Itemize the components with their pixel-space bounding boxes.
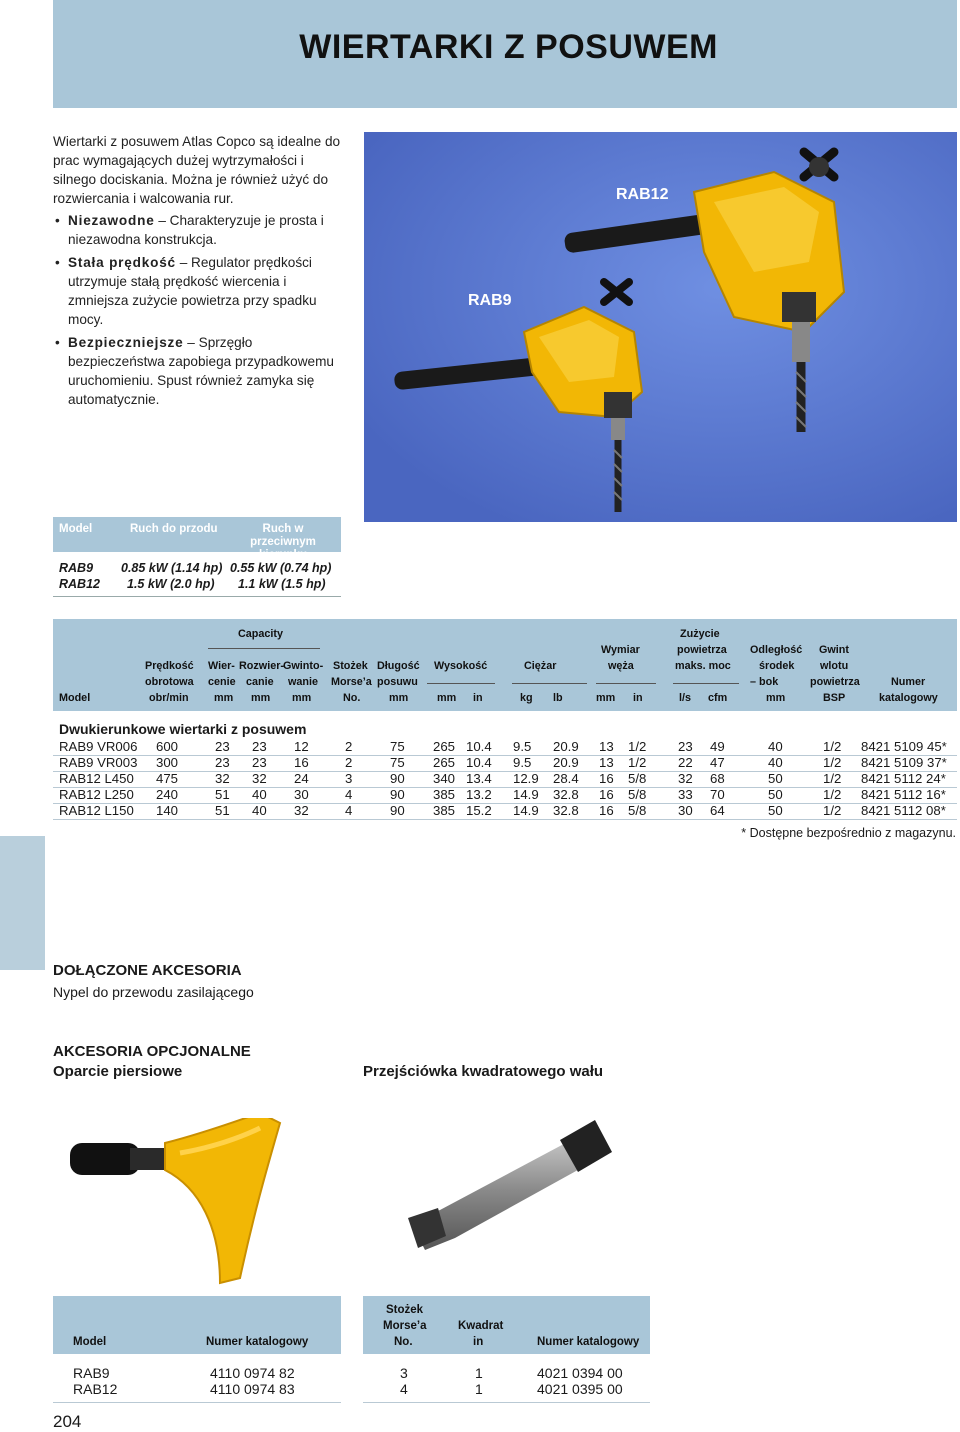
spec-cell: 1/2 [628,739,647,754]
spec-cell: 13.2 [466,787,492,802]
hdr-numer: Numer [891,676,926,688]
spec-cell: 47 [710,755,725,770]
acc-left-model: RAB9 [73,1365,110,1381]
spec-cell: 385 [433,803,456,818]
hdr-canie: canie [246,676,274,688]
hdr-ciezar: Ciężar [524,660,557,672]
hdr-rozwier: Rozwier- [239,660,284,672]
hdr-no: No. [343,692,361,704]
spec-cell: 16 [599,787,614,802]
spec-cell: 75 [390,739,405,754]
spec-cell: 13 [599,739,614,754]
spec-cell: 600 [156,739,179,754]
acc-left-numer: 4110 0974 83 [210,1381,295,1397]
page-number: 204 [53,1412,82,1431]
hdr-ls: l/s [679,692,692,704]
hdr-wymiar: Wymiar [601,644,640,656]
power-reverse: 1.1 kW (1.5 hp) [238,577,326,591]
power-model: RAB9 [59,561,94,575]
feature-bold: Stała prędkość [68,255,176,270]
col-stozek: Stożek [386,1304,424,1316]
spec-cell: 90 [390,803,405,818]
hdr-morsea: Morse’a [331,676,372,688]
hdr-obrotowa: obrotowa [145,676,194,688]
optional-item-2: Przejściówka kwadratowego wału [363,1063,604,1080]
spec-cell: 13.4 [466,771,492,786]
optional-item-1: Oparcie piersiowe [53,1063,183,1080]
spec-cell: 140 [156,803,179,818]
hdr-gwint: Gwint [819,644,849,656]
col-numer: Numer katalogowy [537,1336,640,1348]
spec-cell: 3 [345,771,353,786]
hdr-wysokosc: Wysokość [434,660,488,672]
hdr-maks-moc: maks. moc [675,660,731,672]
spec-cell: 1/2 [628,755,647,770]
spec-table [53,619,957,823]
accessories-table-right-header [363,1296,650,1354]
spec-cell: 22 [678,755,693,770]
label-rab9: RAB9 [468,292,512,309]
spec-cell: 2 [345,755,353,770]
spec-row-divider [53,755,957,756]
spec-cell: 23 [252,739,267,754]
spec-cell: RAB9 VR003 [59,755,138,770]
accessories-subtitle: Nypel do przewodu zasilającego [53,984,254,1000]
spec-cell: 9.5 [513,755,532,770]
feature-list [53,211,343,409]
hdr-powietrza2: powietrza [810,676,860,688]
col-forward: Ruch do przodu [130,523,218,535]
spec-cell: 9.5 [513,739,532,754]
product-photo [364,132,957,522]
hdr-gwinto: Gwinto- [283,660,324,672]
spec-cell: 8421 5109 37* [861,755,947,770]
spec-row-divider [53,803,957,804]
page-title: WIERTARKI Z POSUWEM [299,28,718,66]
spec-cell: 32.8 [553,787,579,802]
spec-cell: 1/2 [823,803,842,818]
spec-cell: 32 [678,771,693,786]
hdr-wlotu: wlotu [820,660,849,672]
hdr-in: in [473,692,483,704]
power-row [53,577,341,593]
spec-cell: 385 [433,787,456,802]
spec-cell: 14.9 [513,787,539,802]
spec-cell: 4 [345,787,353,802]
accessories-table-left-header [53,1296,341,1354]
spec-cell: RAB12 L250 [59,787,134,802]
hdr-obrmin: obr/min [149,692,189,704]
hdr-stozek: Stożek [333,660,368,672]
col-numer: Numer katalogowy [206,1336,309,1348]
hdr-bsp: BSP [823,692,846,704]
power-row [53,561,341,577]
spec-cell: 2 [345,739,353,754]
power-reverse: 0.55 kW (0.74 hp) [230,561,332,575]
spec-cell: 32 [252,771,267,786]
spec-cell: 24 [294,771,309,786]
spec-cell: 51 [215,787,230,802]
acc-right-no: 4 [400,1381,408,1397]
spec-cell: 40 [252,803,267,818]
hdr-lb: lb [553,692,563,704]
shaft-adapter-image [400,1110,620,1270]
acc-right-bottom-line [363,1402,650,1403]
hdr-srodek: środek [759,660,795,672]
spec-cell: 70 [710,787,725,802]
spec-cell: 40 [768,755,783,770]
spec-cell: 14.9 [513,803,539,818]
col-model: Model [73,1336,107,1348]
hdr-weza: węża [608,660,634,672]
hdr-wanie: wanie [288,676,319,688]
hdr-powietrza1: powietrza [677,644,727,656]
spec-cell: 5/8 [628,787,647,802]
col-reverse-line1: Ruch w przeciwnym [250,523,316,548]
hdr-odleglosc: Odległość [750,644,803,656]
chest-support-illustration [70,1118,310,1288]
hdr-dlugosc: Długość [377,660,420,672]
intro-lead: Wiertarki z posuwem Atlas Copco są idealne do prac wymagających dużej wytrzymałości i silnego dociskania. Można je również użyć do rozwiercania i walcowania rur. [53,134,341,206]
spec-cell: 1/2 [823,771,842,786]
hdr-mm: mm [214,692,234,704]
acc-right-no: 3 [400,1365,408,1381]
col-in: in [473,1336,484,1348]
spec-cell: 50 [768,771,783,786]
hdr-underline [427,683,495,684]
spec-cell: 340 [433,771,456,786]
power-table [53,517,341,597]
spec-cell: 12.9 [513,771,539,786]
hdr-mm: mm [766,692,786,704]
power-table-bottom-line [53,596,341,597]
hdr-mm: mm [292,692,312,704]
spec-cell: 300 [156,755,179,770]
col-morsea: Morse’a [383,1320,427,1332]
spec-cell: 475 [156,771,179,786]
spec-cell: 20.9 [553,739,579,754]
spec-cell: 265 [433,755,456,770]
spec-cell: 90 [390,787,405,802]
feature-text: – Charakteryzuje je prosta i niezawodna konstrukcja. [68,213,324,247]
spec-cell: 30 [294,787,309,802]
acc-left-model: RAB12 [73,1381,118,1397]
hdr-model: Model [59,692,91,704]
spec-cell: 33 [678,787,693,802]
spec-cell: 90 [390,771,405,786]
label-rab12: RAB12 [616,186,669,203]
footnote: * Dostępne bezpośrednio z magazynu. [741,826,956,840]
col-model: Model [59,523,93,535]
hdr-posuwu: posuwu [377,676,418,688]
power-forward: 0.85 kW (1.14 hp) [121,561,223,575]
spec-cell: 68 [710,771,725,786]
spec-cell: 10.4 [466,739,492,754]
spec-cell: 265 [433,739,456,754]
spec-cell: 32.8 [553,803,579,818]
spec-cell: 32 [294,803,309,818]
spec-cell: 32 [215,771,230,786]
hdr-kg: kg [520,692,533,704]
acc-left-bottom-line [53,1402,341,1403]
spec-cell: 16 [294,755,309,770]
spec-cell: 23 [215,739,230,754]
spec-cell: 8421 5109 45* [861,739,947,754]
spec-cell: 51 [215,803,230,818]
optional-title: AKCESORIA OPCJONALNE [53,1043,251,1060]
spec-cell: 75 [390,755,405,770]
acc-right-in: 1 [475,1381,483,1397]
hdr-capacity: Capacity [238,628,284,640]
spec-cell: 10.4 [466,755,492,770]
spec-cell: 1/2 [823,739,842,754]
hdr-katalogowy: katalogowy [879,692,938,704]
hdr-bok: – bok [750,676,779,688]
spec-cell: RAB9 VR006 [59,739,138,754]
spec-cell: 16 [599,803,614,818]
feature-text: – Regulator prędkości utrzymuje stałą prędkość wiercenia i zmniejsza zużycie powietrza przy spadku mocy. [68,255,317,327]
spec-cell: 1/2 [823,755,842,770]
spec-section-title: Dwukierunkowe wiertarki z posuwem [59,721,307,737]
spec-cell: 49 [710,739,725,754]
spec-cell: 40 [768,739,783,754]
spec-cell: 16 [599,771,614,786]
feature-item [53,253,343,329]
spec-cell: 5/8 [628,803,647,818]
spec-cell: 20.9 [553,755,579,770]
spec-cell: 8421 5112 24* [861,771,946,786]
hdr-mm: mm [251,692,271,704]
spec-cell: 23 [678,739,693,754]
hdr-cfm: cfm [708,692,728,704]
spec-cell: 5/8 [628,771,647,786]
col-no: No. [394,1336,413,1348]
spec-cell: 23 [252,755,267,770]
spec-cell: 64 [710,803,725,818]
power-table-header [53,517,341,561]
hdr-predkosc: Prędkość [145,660,194,672]
spec-cell: 13 [599,755,614,770]
feature-item [53,211,343,249]
power-forward: 1.5 kW (2.0 hp) [127,577,215,591]
shaft-adapter-illustration [400,1110,620,1270]
spec-cell: 240 [156,787,179,802]
power-model: RAB12 [59,577,100,591]
hdr-mm: mm [596,692,616,704]
hdr-mm: mm [389,692,409,704]
hdr-wier: Wier- [208,660,235,672]
hdr-capacity-underline [208,648,320,649]
spec-cell: 15.2 [466,803,492,818]
spec-cell: 1/2 [823,787,842,802]
chest-support-image [70,1118,310,1288]
spec-cell: 8421 5112 16* [861,787,946,802]
intro-text [53,132,343,413]
spec-table-header [53,619,957,711]
spec-cell: 12 [294,739,309,754]
hdr-underline [512,683,587,684]
acc-right-in: 1 [475,1365,483,1381]
accessories-title: DOŁĄCZONE AKCESORIA [53,962,242,979]
hdr-zuzycie: Zużycie [680,628,720,640]
acc-right-numer: 4021 0395 00 [537,1381,623,1397]
col-kwadrat: Kwadrat [458,1320,504,1332]
spec-cell: 4 [345,803,353,818]
hdr-mm: mm [437,692,457,704]
spec-cell: 40 [252,787,267,802]
spec-cell: RAB12 L450 [59,771,134,786]
acc-left-numer: 4110 0974 82 [210,1365,295,1381]
spec-row-divider [53,771,957,772]
acc-right-numer: 4021 0394 00 [537,1365,623,1381]
feature-bold: Bezpieczniejsze [68,335,184,350]
hdr-underline [596,683,656,684]
hdr-cenie: cenie [208,676,236,688]
spec-cell: 30 [678,803,693,818]
feature-item [53,333,343,409]
spec-cell: 50 [768,787,783,802]
col-reverse [231,523,335,562]
hdr-underline [673,683,739,684]
spec-cell: RAB12 L150 [59,803,134,818]
spec-row-divider [53,787,957,788]
spec-cell: 8421 5112 08* [861,803,946,818]
spec-cell: 28.4 [553,771,579,786]
spec-row-divider [53,819,957,820]
feature-bold: Niezawodne [68,213,155,228]
hdr-in: in [633,692,643,704]
side-tab-marker [0,836,45,970]
col-reverse-line2: kierunku [259,549,307,561]
spec-cell: 50 [768,803,783,818]
spec-cell: 23 [215,755,230,770]
feature-text: – Sprzęgło bezpieczeństwa zapobiega przypadkowemu uruchomieniu. Spust również zamyka się automatycznie. [68,335,334,407]
